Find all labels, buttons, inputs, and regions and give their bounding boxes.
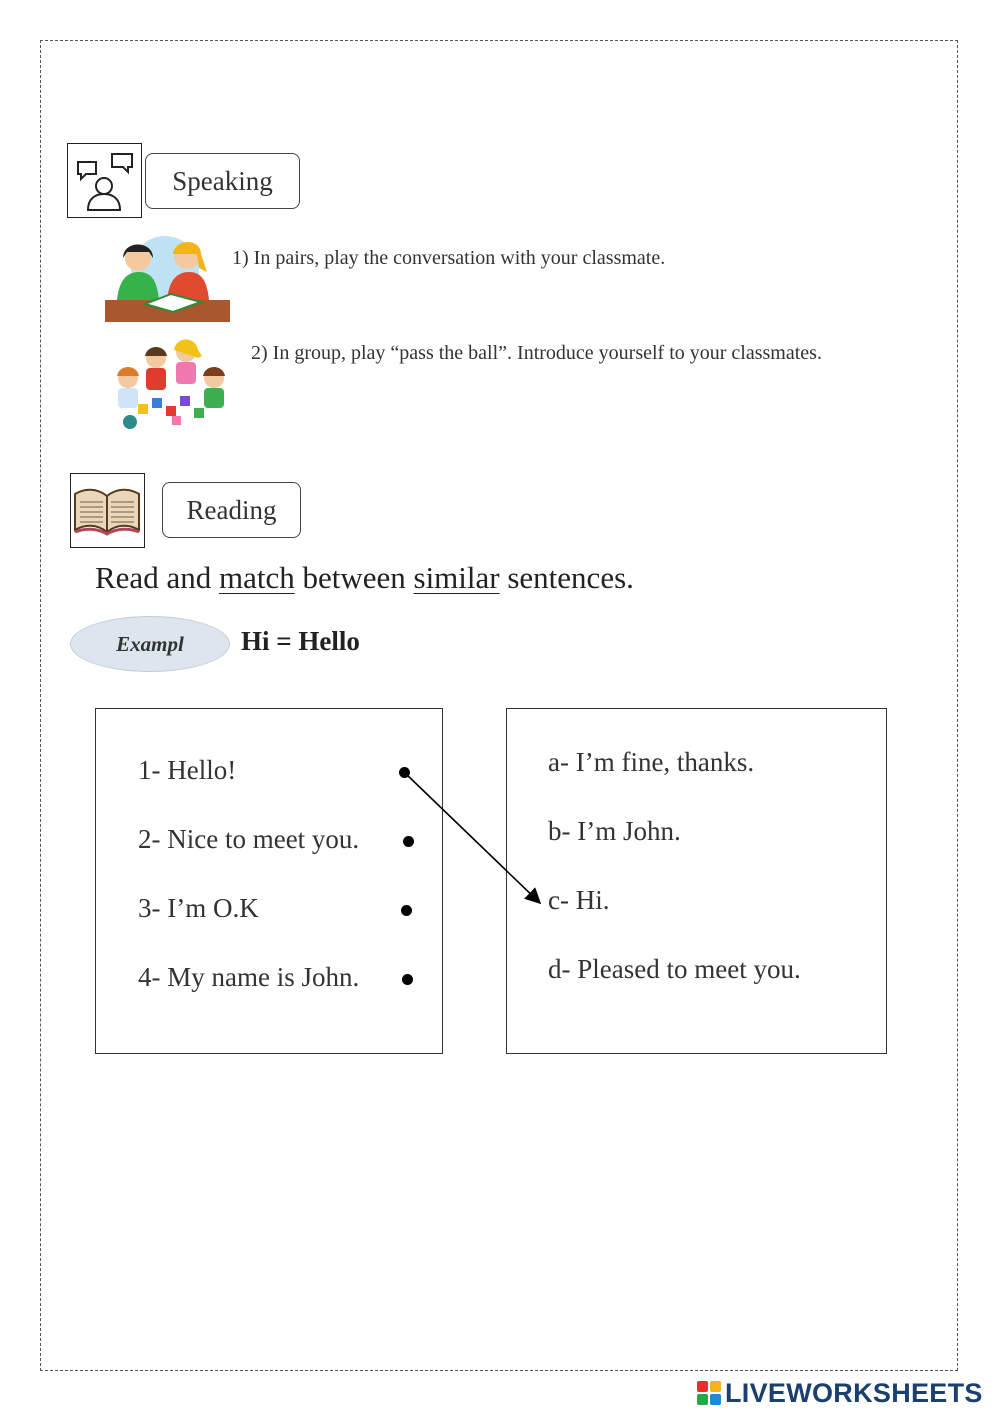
brand-text: LIVEWORKSHEETS xyxy=(725,1377,983,1408)
heading-part-1: Read and xyxy=(95,560,219,595)
right-item: c- Hi. xyxy=(548,885,610,915)
example-badge: Exampl xyxy=(70,616,230,672)
heading-match-word: match xyxy=(218,560,295,595)
right-item: d- Pleased to meet you. xyxy=(548,954,801,984)
heading-part-3: sentences. xyxy=(499,560,634,595)
speaking-instruction-2: 2) In group, play “pass the ball”. Introduce yourself to your classmates. xyxy=(251,342,822,364)
left-item: 4- My name is John. xyxy=(138,962,360,992)
heading-similar-word: similar xyxy=(413,560,500,595)
reading-label: Reading xyxy=(162,482,301,538)
example-text: Hi = Hello xyxy=(241,626,360,656)
logo-squares-icon xyxy=(697,1381,721,1405)
right-item: a- I’m fine, thanks. xyxy=(548,747,755,777)
left-item: 2- Nice to meet you. xyxy=(138,824,360,854)
left-item: 1- Hello! xyxy=(138,755,237,785)
liveworksheets-logo xyxy=(697,1378,983,1408)
right-item: b- I’m John. xyxy=(548,816,681,846)
left-item: 3- I’m O.K xyxy=(138,893,259,923)
heading-part-2: between xyxy=(294,560,414,595)
speaking-label: Speaking xyxy=(145,153,300,209)
speaking-instruction-1: 1) In pairs, play the conversation with your classmate. xyxy=(232,247,666,269)
